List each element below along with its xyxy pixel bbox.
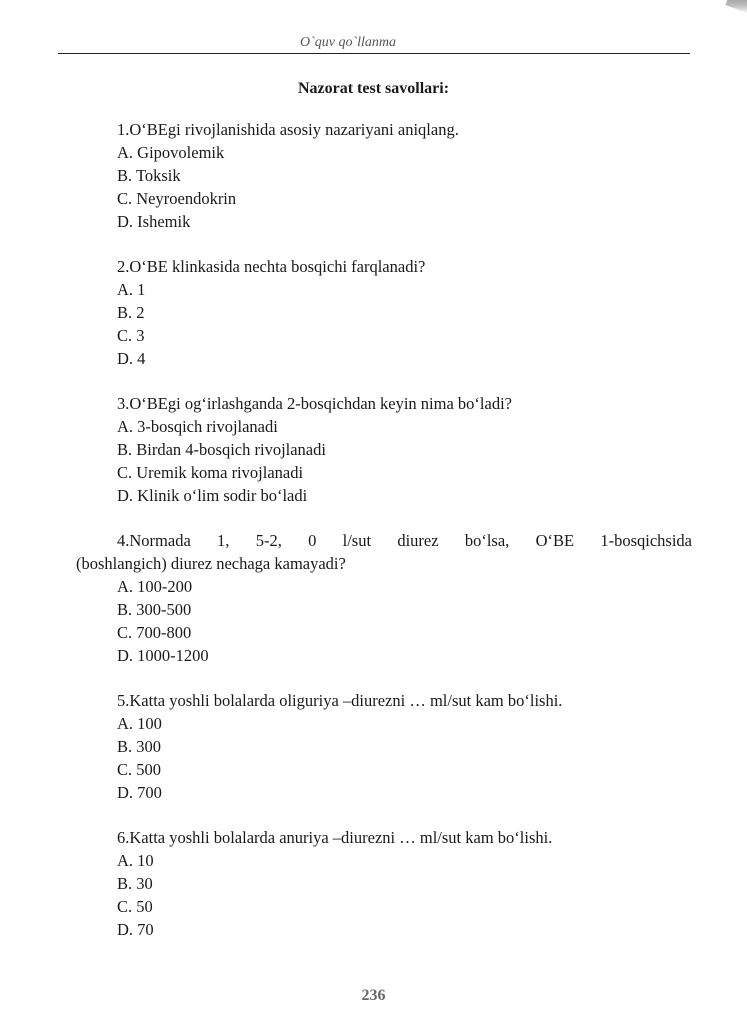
question-text: 3.O‘BEgi og‘irlashganda 2-bosqichdan keyin nima bo‘ladi? (117, 394, 512, 413)
option-b: B. 2 (117, 303, 145, 322)
option-b: B. 300-500 (117, 600, 192, 619)
option-a: A. 100 (117, 714, 162, 733)
option-c: C. Neyroendokrin (117, 189, 237, 208)
option-b: B. Birdan 4-bosqich rivojlanadi (117, 440, 326, 459)
question-4 (76, 529, 692, 667)
option-c: C. 700-800 (117, 623, 192, 642)
question-text: 2.O‘BE klinkasida nechta bosqichi farqlanadi? (117, 257, 426, 276)
option-a: A. 3-bosqich rivojlanadi (117, 417, 278, 436)
question-5 (117, 689, 692, 804)
question-3 (117, 392, 692, 507)
option-a: A. 100-200 (117, 577, 193, 596)
question-1 (117, 118, 692, 233)
question-text: 6.Katta yoshli bolalarda anuriya –diurezni … ml/sut kam bo‘lishi. (117, 828, 553, 847)
question-list (76, 118, 692, 963)
page-number: 236 (361, 987, 386, 1004)
option-d: D. Klinik o‘lim sodir bo‘ladi (117, 486, 308, 505)
question-text-continued: (boshlangich) diurez nechaga kamayadi? (76, 554, 346, 573)
option-a: A. 1 (117, 280, 146, 299)
question-2 (117, 255, 692, 370)
option-b: B. 300 (117, 737, 162, 756)
option-c: C. 50 (117, 897, 153, 916)
header-rule (58, 53, 690, 54)
option-d: D. 70 (117, 920, 154, 939)
question-6 (117, 826, 692, 941)
option-b: B. 30 (117, 874, 153, 893)
option-d: D. 700 (117, 783, 162, 802)
question-text: 1.O‘BEgi rivojlanishida asosiy nazariyani aniqlang. (117, 120, 459, 139)
option-c: C. 500 (117, 760, 162, 779)
option-a: A. 10 (117, 851, 154, 870)
option-b: B. Toksik (117, 166, 181, 185)
question-text: 5.Katta yoshli bolalarda oliguriya –diurezni … ml/sut kam bo‘lishi. (117, 691, 563, 710)
running-header: O`quv qo`llanma (300, 35, 397, 50)
option-c: C. 3 (117, 326, 145, 345)
option-a: A. Gipovolemik (117, 143, 225, 162)
question-text: 4.Normada 1, 5-2, 0 l/sut diurez bo‘lsa, O‘BE 1-bosqichsida (117, 531, 692, 550)
option-d: D. 4 (117, 349, 146, 368)
option-d: D. 1000-1200 (117, 646, 209, 665)
page-corner-shadow (725, 0, 747, 14)
option-d: D. Ishemik (117, 212, 191, 231)
option-c: C. Uremik koma rivojlanadi (117, 463, 304, 482)
section-title: Nazorat test savollari: (297, 80, 450, 97)
